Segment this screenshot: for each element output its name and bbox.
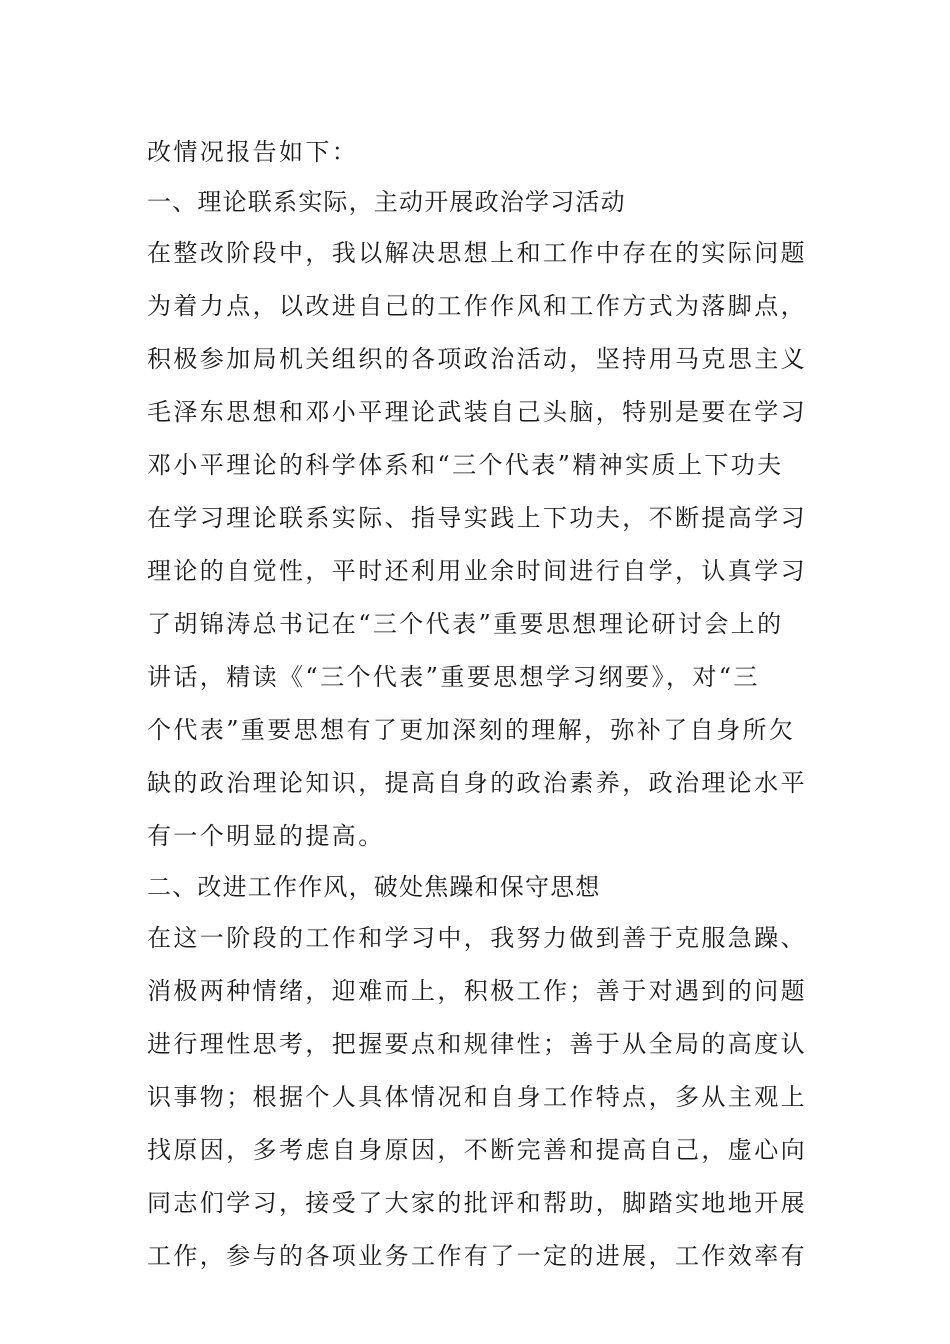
- text-line: 工作，参与的各项业务工作有了一定的进展，工作效率有: [147, 1242, 807, 1270]
- text-line: 进行理性思考，把握要点和规律性；善于从全局的高度认: [147, 1030, 807, 1058]
- text-line: 为着力点，以改进自己的工作作风和工作方式为落脚点，: [147, 292, 807, 320]
- text-line: 积极参加局机关组织的各项政治活动，坚持用马克思主义: [147, 345, 807, 373]
- text-line: 识事物；根据个人具体情况和自身工作特点，多从主观上: [147, 1083, 807, 1111]
- section-heading-1: 一、理论联系实际，主动开展政治学习活动: [147, 188, 626, 216]
- text-line: 了胡锦涛总书记在“三个代表”重要思想理论研讨会上的: [147, 610, 784, 638]
- text-line: 在这一阶段的工作和学习中，我努力做到善于克服急躁、: [147, 924, 807, 952]
- text-line: 讲话，精读《“三个代表”重要思想学习纲要》，对“三: [147, 663, 760, 691]
- text-line: 个代表”重要思想有了更加深刻的理解，弥补了自身所欠: [147, 716, 796, 744]
- text-line: 在整改阶段中，我以解决思想上和工作中存在的实际问题: [147, 239, 807, 267]
- text-line: 有一个明显的提高。: [147, 822, 385, 850]
- text-line: 在学习理论联系实际、指导实践上下功夫，不断提高学习: [147, 504, 807, 532]
- text-line: 改情况报告如下：: [147, 138, 359, 166]
- text-line: 缺的政治理论知识，提高自身的政治素养，政治理论水平: [147, 769, 807, 797]
- text-line: 邓小平理论的科学体系和“三个代表”精神实质上下功夫: [147, 451, 784, 479]
- text-line: 理论的自觉性，平时还利用业余时间进行自学，认真学习: [147, 557, 807, 585]
- text-line: 找原因，多考虑自身原因，不断完善和提高自己，虚心向: [147, 1136, 807, 1164]
- text-line: 消极两种情绪，迎难而上，积极工作；善于对遇到的问题: [147, 977, 807, 1005]
- text-line: 同志们学习，接受了大家的批评和帮助，脚踏实地地开展: [147, 1189, 807, 1217]
- section-heading-2: 二、改进工作作风，破处焦躁和保守思想: [147, 873, 601, 901]
- text-line: 毛泽东思想和邓小平理论武装自己头脑，特别是要在学习: [147, 398, 807, 426]
